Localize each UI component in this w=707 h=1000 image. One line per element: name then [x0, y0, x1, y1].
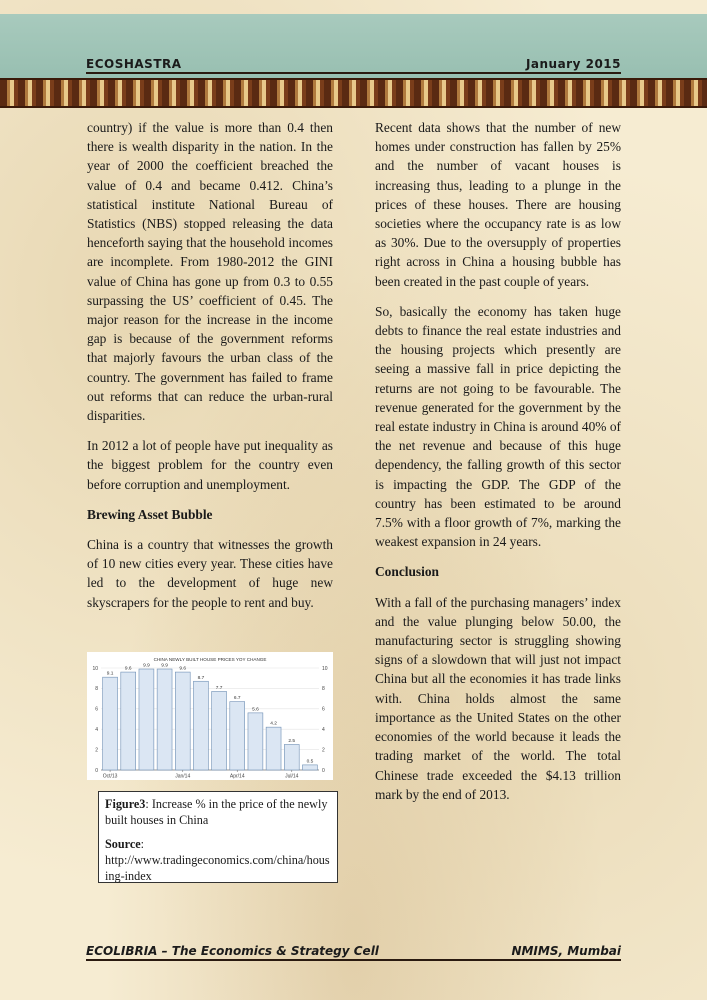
footer-institution: NMIMS, Mumbai — [511, 944, 621, 958]
chart-bar — [230, 702, 245, 770]
y-tick-label-right: 6 — [322, 706, 325, 713]
footer-rule — [86, 959, 621, 961]
data-label: 9.1 — [106, 671, 114, 677]
chart-bar — [193, 681, 208, 770]
magazine-name: ECOSHASTRA — [86, 57, 182, 71]
data-label: 6.7 — [233, 696, 241, 702]
header-rule — [86, 72, 621, 74]
y-tick-label-right: 10 — [322, 665, 328, 672]
section-heading: Conclusion — [375, 564, 439, 580]
data-label: 5.6 — [252, 707, 259, 713]
section-heading: Brewing Asset Bubble — [87, 506, 213, 522]
source-colon: : — [140, 837, 145, 851]
source-label: Source — [105, 837, 141, 851]
x-tick-label: Jan/14 — [175, 773, 191, 780]
footer-cell-name: ECOLIBRIA – The Economics & Strategy Cell — [86, 944, 379, 958]
chart-svg — [87, 652, 333, 780]
data-label: 9.9 — [143, 663, 150, 669]
paragraph: With a fall of the purchasing managers’ index and the value plunging below 50.00, the manufacturing sector is struggling showing signs of a slowdown that will just not impact China but all the economies it has trade links with. China holds almost the same importance as the United States on the other economies of the world because it leads the trading market of the world. The total Chinese trade exceeded the $4.13 trillion mark by the end of 2013. — [375, 594, 621, 802]
data-label: 9.6 — [179, 666, 187, 672]
issue-date: January 2015 — [525, 57, 621, 71]
chart-bar — [175, 672, 190, 770]
y-tick-label: 6 — [95, 706, 98, 713]
y-tick-label-right: 0 — [322, 767, 325, 774]
y-tick-label: 10 — [92, 665, 98, 672]
caption-source — [105, 836, 331, 884]
data-label: 9.6 — [124, 666, 132, 672]
chart-title: CHINA NEWLY BUILT HOUSE PRICES YOY CHANGE — [153, 657, 267, 662]
data-label: 8.7 — [197, 675, 205, 681]
x-tick-label: Apr/14 — [229, 773, 245, 780]
data-label: 4.2 — [270, 721, 277, 727]
chart-bar — [266, 727, 281, 770]
chart-bar — [212, 691, 227, 770]
paragraph: country) if the value is more than 0.4 then there is wealth disparity in the nation. In the year of 2000 the coefficient breached the value of 0.4 and became 0.412. China’s statistical institute National Bureau of Statistics (NBS) stopped releasing the data henceforth saying that the household incomes are incomplete. From 1980-2012 the GINI value of China has gone up from 0.3 to 0.55 surpassing the US’ coefficient of 0.45. The major reason for the increase in the income gap is because of the government reforms that majorly favours the urban class of the country. The government has failed to frame out reforms that can reduce the urban-rural disparities. — [87, 120, 333, 424]
y-tick-label-right: 8 — [322, 686, 325, 693]
paragraph: So, basically the economy has taken huge debts to finance the real estate industries and the housing projects which presently are seeing a massive fall in price depicting the returns are not going to be favourable. The revenue generated for the government by the real estate industry in China is around 40% of the net revenue and because of this huge dependency, the falling growth of this sector is impacting the GDP. The GDP of the country has been estimated to be around 7.5% with a floor growth of 7%, marking the weakest expansion in 24 years. — [375, 303, 621, 550]
chart-bar — [302, 765, 317, 770]
right-column — [375, 118, 621, 815]
y-tick-label: 8 — [95, 686, 98, 693]
decorative-border — [0, 78, 707, 108]
figure-label: Figure3 — [105, 797, 146, 811]
caption-text — [105, 796, 331, 828]
x-tick-label: Oct/13 — [102, 773, 118, 780]
x-tick-label: Jul/14 — [285, 773, 299, 780]
chart-bar — [121, 672, 136, 770]
chart-bar — [103, 677, 118, 770]
y-tick-label: 0 — [95, 767, 98, 774]
figure-description: : Increase % in the price of the newly built houses in China — [105, 797, 328, 827]
chart-bar — [157, 669, 172, 770]
chart-bar — [139, 669, 154, 770]
house-price-chart — [87, 652, 333, 780]
data-label: 7.7 — [215, 685, 223, 691]
figure-caption — [98, 791, 338, 883]
paragraph: In 2012 a lot of people have put inequality as the biggest problem for the country even before corruption and unemployment. — [87, 438, 333, 492]
paragraph: China is a country that witnesses the growth of 10 new cities every year. These cities have led to the development of huge new skyscrapers for the people to rent and buy. — [87, 537, 333, 610]
y-tick-label: 4 — [95, 727, 98, 733]
y-tick-label-right: 4 — [322, 727, 325, 733]
data-label: 0.5 — [306, 759, 314, 765]
source-url[interactable]: http://www.tradingeconomics.com/china/housing-index — [105, 853, 330, 883]
paragraph: Recent data shows that the number of new homes under construction has fallen by 25% and the number of vacant houses is increasing thus, leading to a plunge in the prices of these houses. There are housing societies where the occupancy rate is as low as 30%. Due to the oversupply of properties right across in China a housing bubble has been created in the past couple of years. — [375, 120, 621, 289]
chart-bar — [284, 745, 299, 771]
chart-bar — [248, 713, 263, 770]
y-tick-label: 2 — [95, 747, 98, 754]
data-label: 9.9 — [161, 663, 168, 669]
data-label: 2.5 — [288, 739, 296, 744]
left-column — [87, 118, 333, 623]
y-tick-label-right: 2 — [322, 747, 325, 754]
